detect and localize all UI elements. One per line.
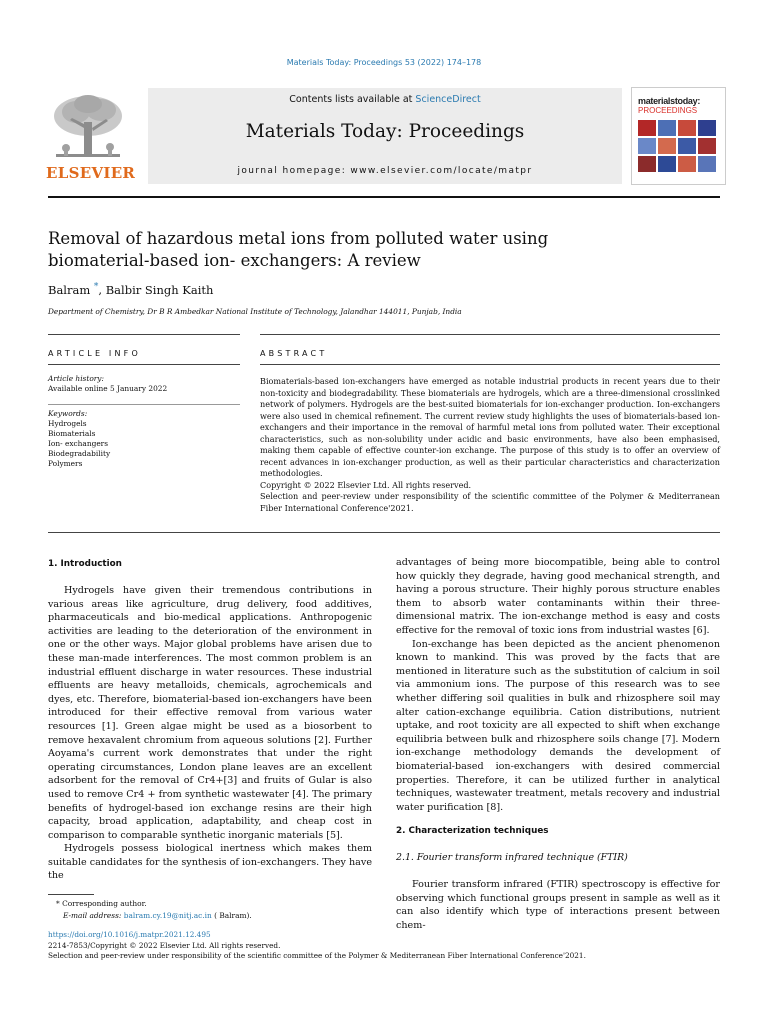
- contents-line: [148, 94, 622, 105]
- keyword[interactable]: Hydrogels: [48, 419, 87, 428]
- sciencedirect-link[interactable]: ScienceDirect: [415, 94, 481, 105]
- author-name[interactable]: Balbir Singh Kaith: [105, 282, 214, 297]
- corresponding-author-note: Corresponding author.: [62, 899, 147, 908]
- left-column: [48, 584, 372, 883]
- journal-cover-thumbnail[interactable]: [631, 87, 726, 185]
- section-heading: 1. Introduction: [48, 559, 122, 569]
- keywords-block: [48, 409, 238, 469]
- author-affiliation: Department of Chemistry, Dr B R Ambedkar National Institute of Technology, Jalandhar 144011, Punjab, India: [48, 307, 462, 316]
- header-rule: [48, 196, 720, 198]
- issn-copyright: 2214-7853/Copyright © 2022 Elsevier Ltd. All rights reserved.: [48, 940, 281, 950]
- abstract-top-rule: [260, 334, 720, 335]
- footnote-rule: [48, 894, 94, 895]
- paragraph: advantages of being more biocompatible, being able to control how quickly they degrade, having good mechanical strength, and having a porous structure. Their highly porous structure enables them to absorb water contaminants within their three-dimensional matrix. The ion-exchange method is easy and costs effective for the removal of toxic ions from industrial wastes [6].: [396, 557, 720, 636]
- section-heading: 2. Characterization techniques: [396, 826, 549, 836]
- cover-title-bottom: PROCEEDINGS: [638, 106, 698, 115]
- article-history: [48, 374, 238, 394]
- paragraph: Fourier transform infrared (FTIR) spectroscopy is effective for observing which functional groups present in sample as well as it can also identify which type of interactions present between chem-: [396, 879, 720, 931]
- footnote-mark: *: [56, 899, 60, 908]
- right-column: [396, 556, 720, 814]
- abstract-text: Biomaterials-based ion-exchangers have emerged as notable industrial products in recent years due to their non-toxicity and biodegradability. These biomaterials are hydrogels, which are a three-dimensional crosslinked network of polymers. Hydrogels are the best-suited biomaterials for ion-exchanger production. Ion-exchangers were also used in chemical refinement. The current review study highlights the uses of biomaterials-based ion-exchangers and their importance in the removal of harmful metal ions from polluted water. Their exceptional characteristics, such as non-solubility under acidic and basic environments, have also been emphasised, making them capable of effective counter-ion exchange. The purpose of this study is to offer an overview of recent advances in ion-exchanger production, as well as their particular characteristics and characterization methodologies.: [260, 376, 720, 478]
- page-footer: [48, 930, 728, 962]
- abstract-body: [260, 376, 720, 514]
- elsevier-wordmark: ELSEVIER: [46, 164, 136, 182]
- cover-title-top: materialstoday:: [638, 96, 701, 106]
- journal-citation[interactable]: Materials Today: Proceedings 53 (2022) 174–178: [286, 58, 482, 67]
- keyword[interactable]: Polymers: [48, 459, 83, 468]
- paragraph: Ion-exchange has been depicted as the ancient phenomenon known to mankind. This was proved by the facts that are mentioned in literature such as the substitution of calcium in soil via ammonium ions. The purpose of this research was to see whether differing soil qualities in bulk and rhizosphere soil may alter cation-exchange equilibria. Cation distributions, nutrient uptake, and root toxicity are all expected to shift when exchange equilibria between bulk and rhizosphere soils change [7]. Modern ion-exchange methodology demands the development of biomaterial-based ion-exchangers with desired commercial properties. Therefore, it can be utilized further in analytical techniques, wastewater treatment, metals recovery and industrial water purification [8].: [396, 638, 720, 813]
- corresponding-author-mark[interactable]: *: [93, 282, 99, 292]
- info-top-rule: [48, 334, 240, 335]
- keyword[interactable]: Biomaterials: [48, 429, 96, 438]
- right-column-continued: [396, 878, 720, 932]
- article-info-heading: ARTICLE INFO: [48, 349, 141, 358]
- author-separator: ,: [98, 282, 106, 297]
- history-value: Available online 5 January 2022: [48, 384, 168, 393]
- abstract-heading-rule: [260, 364, 720, 365]
- subsection-heading: 2.1. Fourier transform infrared technique (FTIR): [396, 852, 628, 863]
- keywords-label: Keywords:: [48, 409, 88, 418]
- keyword[interactable]: Ion- exchangers: [48, 439, 109, 448]
- footer-selection-note: Selection and peer-review under responsibility of the scientific committee of the Polymer & Mediterranean Fiber International Conference'2021.: [48, 951, 586, 960]
- info-heading-rule: [48, 364, 240, 365]
- contents-prefix: Contents lists available at: [289, 94, 416, 105]
- journal-title[interactable]: Materials Today: Proceedings: [245, 121, 525, 142]
- journal-homepage: [148, 166, 622, 176]
- homepage-url[interactable]: www.elsevier.com/locate/matpr: [350, 166, 533, 176]
- doi-link[interactable]: https://doi.org/10.1016/j.matpr.2021.12.495: [48, 930, 211, 939]
- cover-image-grid: [638, 120, 718, 176]
- abstract-copyright: Copyright © 2022 Elsevier Ltd. All rights reserved.: [260, 479, 472, 490]
- keyword[interactable]: Biodegradability: [48, 449, 111, 458]
- author-list: [48, 282, 213, 297]
- footnote: [56, 898, 376, 922]
- abstract-heading: ABSTRACT: [260, 349, 328, 358]
- info-mid-rule: [48, 404, 240, 405]
- paragraph: Hydrogels have given their tremendous contributions in various areas like agriculture, drug delivery, food additives, pharmaceuticals and bio-medical applications. Anthropogenic activities are leading to the deterioration of the environment in one or the other ways. Major global problems have arisen due to these man-made interferences. The most common problem is an industrial effluent discharge in water resources. These industrial effluents are heavy metalloids, chemicals, agrochemicals and dyes, etc. Therefore, biomaterial-based ion-exchangers have been introduced for their effective removal from various water resources [1]. Green algae might be used as a biosorbent to remove hexavalent chromium from aqueous solutions [2]. Further Aoyama's current work demonstrates that under the right operating circumstances, London plane leaves are an excellent adsorbent for the removal of Cr4+[3] and fruits of Gular is also used to remove Cr4 + from synthetic wastewater [4]. The primary benefits of hydrogel-based ion exchange resins are their high capacity, broad application, adaptability, and cheap cost in comparison to comparable synthetic inorganic materials [5].: [48, 585, 372, 841]
- email-suffix: ( Balram).: [211, 911, 252, 920]
- history-label: Article history:: [48, 374, 104, 383]
- abstract-bottom-rule: [48, 532, 720, 533]
- homepage-prefix: journal homepage:: [237, 166, 351, 176]
- abstract-selection-note: Selection and peer-review under responsibility of the scientific committee of the Polymer & Mediterranean Fiber International Conference'2021.: [260, 491, 720, 513]
- email-label: E-mail address:: [63, 911, 124, 920]
- paragraph: Hydrogels possess biological inertness which makes them suitable candidates for the synthesis of ion-exchangers. They have the: [48, 843, 372, 882]
- author-name[interactable]: Balram: [48, 282, 91, 297]
- article-title: Removal of hazardous metal ions from polluted water using biomaterial-based ion- exchangers: A review: [48, 229, 549, 270]
- email-link[interactable]: balram.cy.19@nitj.ac.in: [123, 911, 212, 920]
